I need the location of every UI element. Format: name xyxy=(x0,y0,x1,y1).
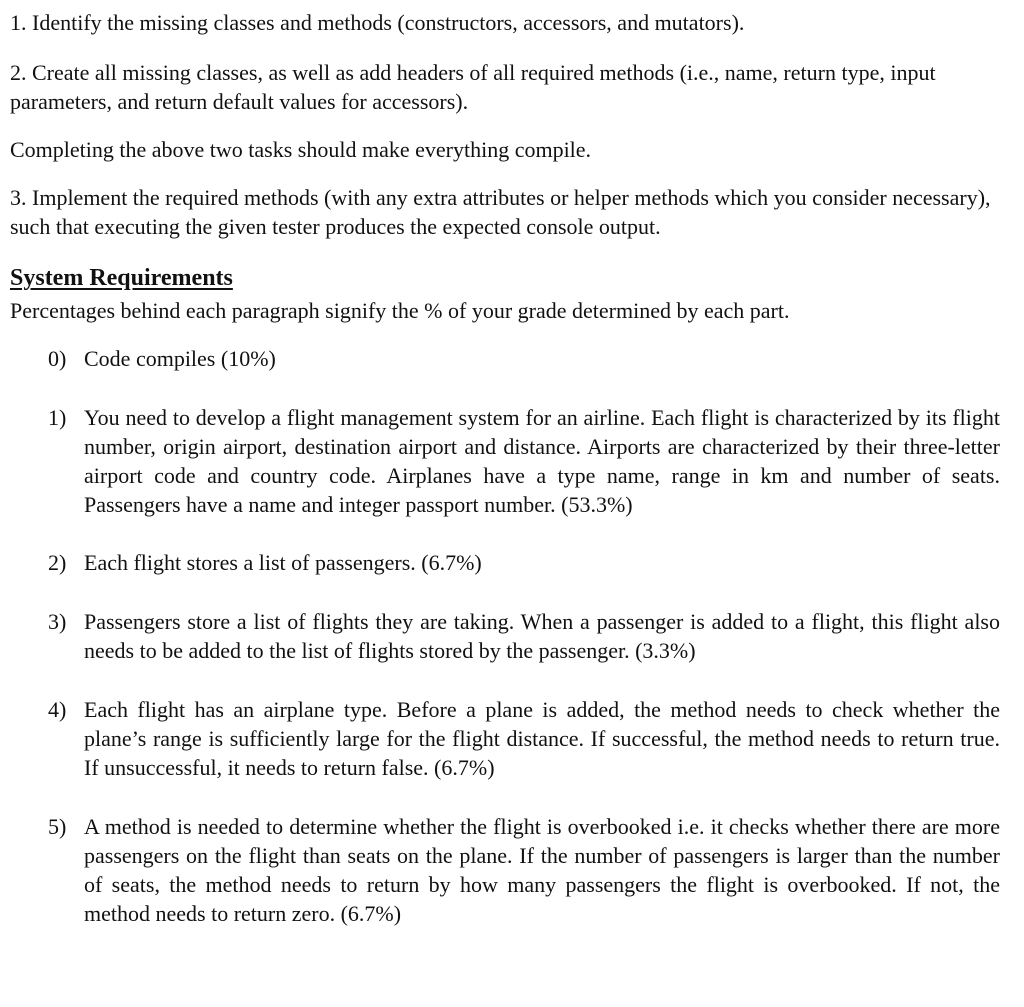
requirement-number: 3) xyxy=(48,609,67,634)
requirement-number: 5) xyxy=(48,814,67,839)
assignment-document xyxy=(10,8,1000,928)
requirement-text: Passengers store a list of flights they are taking. When a passenger is added to a flight, this flight also needs to be added to the list of flights stored by the passenger. (3.3%) xyxy=(84,609,1000,663)
requirement-item-3 xyxy=(10,607,1000,665)
requirement-item-2 xyxy=(10,548,1000,577)
compile-note: Completing the above two tasks should make everything compile. xyxy=(10,137,592,162)
percentages-note: Percentages behind each paragraph signify the % of your grade determined by each part. xyxy=(10,298,790,323)
requirement-text: A method is needed to determine whether the flight is overbooked i.e. it checks whether there are more passengers on the flight than seats on the plane. If the number of passengers is larger than the number of seats, the method needs to return by how many passengers the flight is overbooked. If not, the method needs to return zero. (6.7%) xyxy=(84,814,1000,926)
requirement-text: Code compiles (10%) xyxy=(84,346,276,371)
requirement-item-0 xyxy=(10,344,1000,373)
section-heading: System Requirements xyxy=(10,265,233,291)
requirements-list xyxy=(10,344,1000,928)
task-2-instruction: 2. Create all missing classes, as well as add headers of all required methods (i.e., name, return type, input parameters, and return default values for accessors). xyxy=(10,60,936,114)
requirement-text: You need to develop a flight management system for an airline. Each flight is characterized by its flight number, origin airport, destination airport and distance. Airports are characterized by their three-letter airport code and country code. Airplanes have a type name, range in km and number of seats. Passengers have a name and integer passport number. (53.3%) xyxy=(84,405,1000,517)
requirement-text: Each flight has an airplane type. Before a plane is added, the method needs to check whether the plane’s range is sufficiently large for the flight distance. If successful, the method needs to return true. If unsuccessful, it needs to return false. (6.7%) xyxy=(84,697,1000,780)
requirement-item-4 xyxy=(10,695,1000,782)
requirement-number: 0) xyxy=(48,346,67,371)
requirement-number: 2) xyxy=(48,550,67,575)
requirement-number: 4) xyxy=(48,697,67,722)
requirement-item-1 xyxy=(10,403,1000,519)
requirement-item-5 xyxy=(10,812,1000,928)
requirement-text: Each flight stores a list of passengers. (6.7%) xyxy=(84,550,482,575)
task-3-instruction: 3. Implement the required methods (with any extra attributes or helper methods which you consider necessary), such that executing the given tester produces the expected console output. xyxy=(10,185,991,239)
requirement-number: 1) xyxy=(48,405,67,430)
task-1-instruction: 1. Identify the missing classes and methods (constructors, accessors, and mutators). xyxy=(10,10,745,35)
